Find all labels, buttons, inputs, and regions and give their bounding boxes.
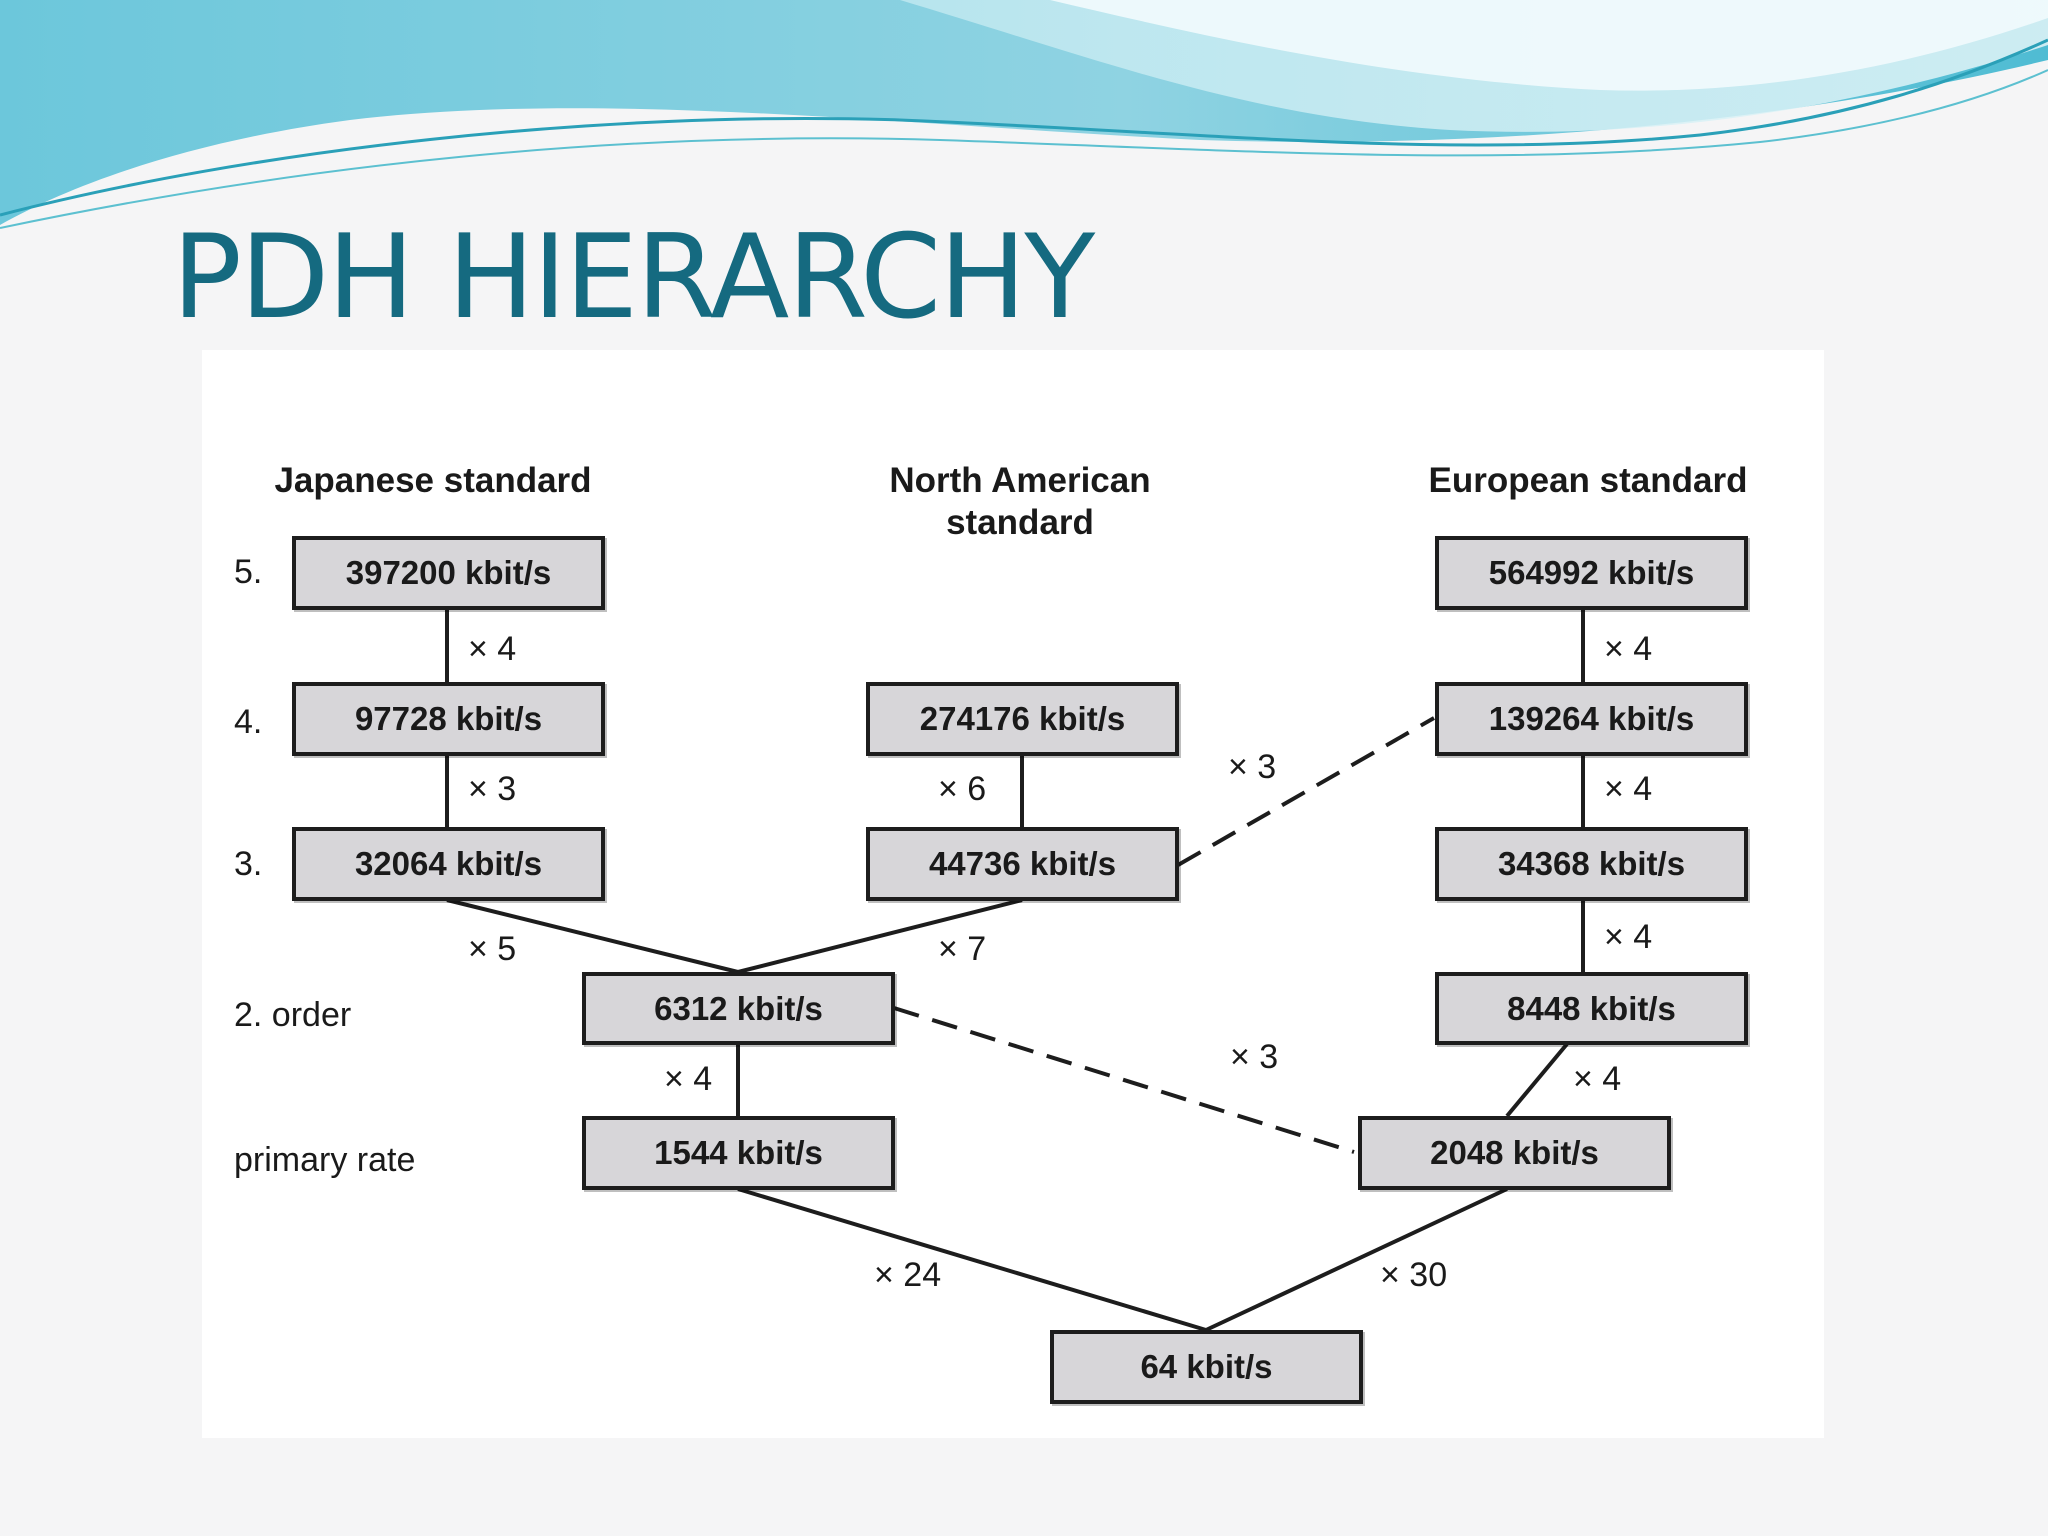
rate-box-european-order2: 8448 kbit/s xyxy=(1435,972,1748,1045)
row-label-order2: 2. order xyxy=(234,996,352,1034)
rate-box-base-64k: 64 kbit/s xyxy=(1050,1330,1363,1404)
rate-box-japanese-level4: 97728 kbit/s xyxy=(292,682,605,756)
multiplier-na3-eu4: × 3 xyxy=(1228,748,1277,786)
rate-box-north-american-primary: 1544 kbit/s xyxy=(582,1116,895,1190)
connector-na1-base xyxy=(738,1189,1206,1330)
connector-eu2-eu1 xyxy=(1507,1044,1567,1116)
multiplier-eu5-eu4: × 4 xyxy=(1604,630,1653,668)
multiplier-jp4-jp3: × 3 xyxy=(468,770,517,808)
rate-box-north-american-level4: 274176 kbit/s xyxy=(866,682,1179,756)
header-north-american-line2: standard xyxy=(946,503,1094,542)
header-wave-decoration xyxy=(0,0,2048,240)
multiplier-eu3-eu2: × 4 xyxy=(1604,918,1653,956)
multiplier-na1-base: × 24 xyxy=(874,1256,942,1294)
rate-box-north-american-level3: 44736 kbit/s xyxy=(866,827,1179,901)
pdh-diagram xyxy=(202,350,1824,1438)
rate-box-japanese-level5: 397200 kbit/s xyxy=(292,536,605,610)
connector-eu1-base xyxy=(1206,1189,1507,1330)
multiplier-eu1-base: × 30 xyxy=(1380,1256,1448,1294)
dashed-link-na3-eu4 xyxy=(1178,718,1434,865)
header-north-american-standard xyxy=(840,460,1200,544)
rate-box-european-level4: 139264 kbit/s xyxy=(1435,682,1748,756)
multiplier-na2-eu1: × 3 xyxy=(1230,1038,1279,1076)
row-label-level3: 3. xyxy=(234,845,263,883)
multiplier-na2-na1: × 4 xyxy=(664,1060,713,1098)
multiplier-na3-na2: × 7 xyxy=(938,930,987,968)
header-north-american-line1: North American xyxy=(889,461,1151,500)
header-european-standard: European standard xyxy=(1428,461,1748,500)
dashed-link-na2-eu1 xyxy=(894,1008,1354,1152)
rate-box-european-level3: 34368 kbit/s xyxy=(1435,827,1748,901)
row-label-level4: 4. xyxy=(234,703,263,741)
multiplier-jp5-jp4: × 4 xyxy=(468,630,517,668)
multiplier-eu4-eu3: × 4 xyxy=(1604,770,1653,808)
multiplier-jp3-na2: × 5 xyxy=(468,930,517,968)
rate-box-north-american-order2: 6312 kbit/s xyxy=(582,972,895,1045)
rate-box-european-primary: 2048 kbit/s xyxy=(1358,1116,1671,1190)
slide-title: PDH HIERARCHY xyxy=(172,210,1094,345)
row-label-level5: 5. xyxy=(234,553,263,591)
multiplier-eu2-eu1: × 4 xyxy=(1573,1060,1622,1098)
header-japanese-standard: Japanese standard xyxy=(274,461,592,500)
row-label-primary-rate: primary rate xyxy=(234,1141,416,1179)
rate-box-japanese-level3: 32064 kbit/s xyxy=(292,827,605,901)
rate-box-european-level5: 564992 kbit/s xyxy=(1435,536,1748,610)
multiplier-na4-na3: × 6 xyxy=(938,770,987,808)
